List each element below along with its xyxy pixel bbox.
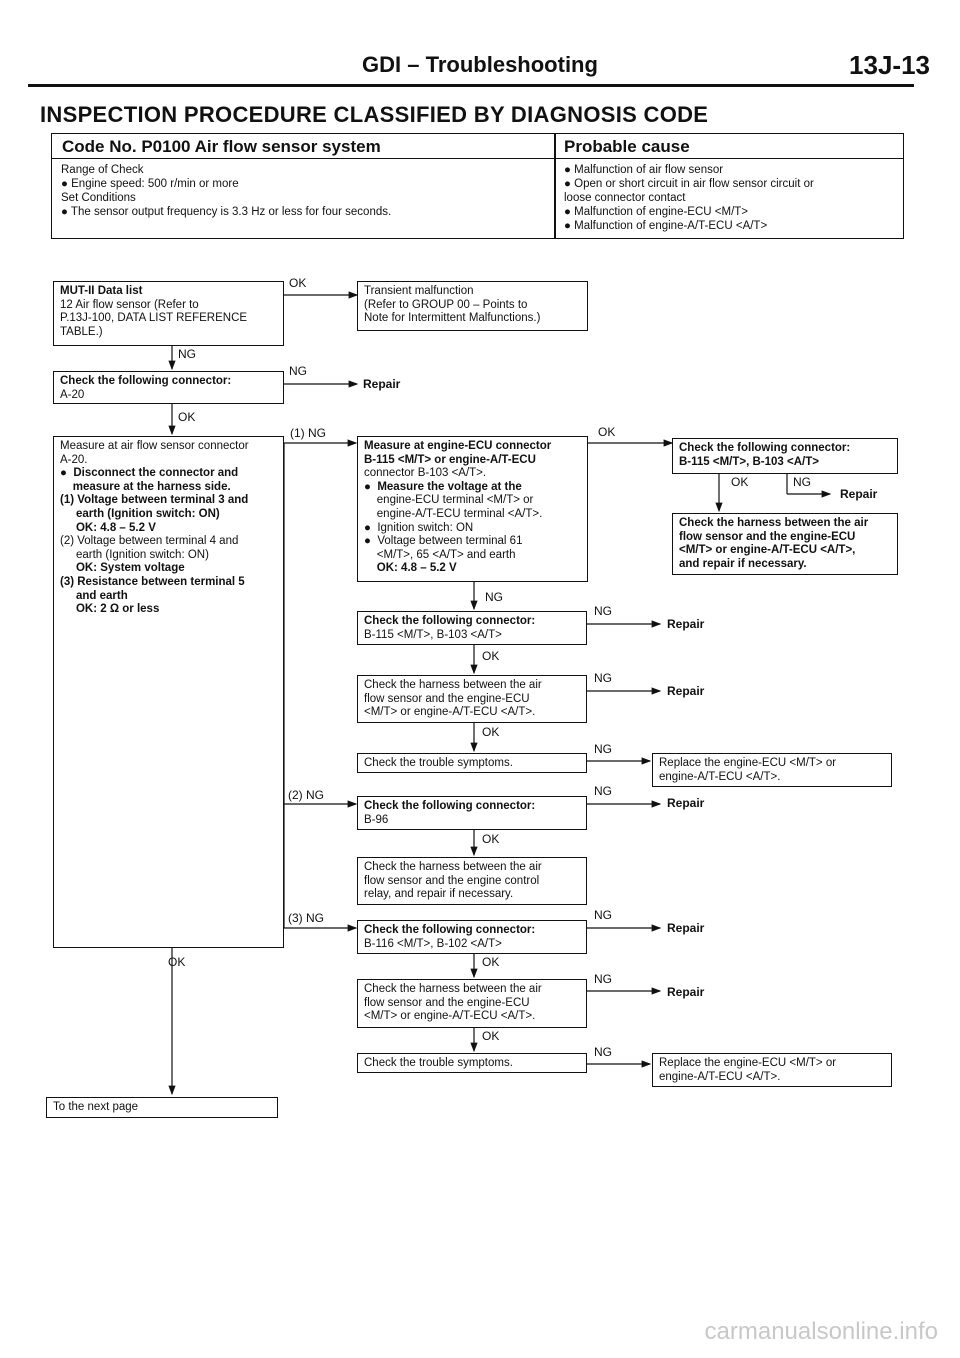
label-ok-b115r: OK: [731, 475, 749, 489]
page-header-title: GDI – Troubleshooting: [362, 52, 598, 77]
probable-cause-header: Probable cause: [554, 134, 903, 159]
replace-ecu-2: Replace the engine-ECU <M/T> or engine-A/T-ECU <A/T>.: [652, 1053, 892, 1087]
code-header: Code No. P0100 Air flow sensor system: [52, 134, 554, 159]
measure-air-flow-sensor-step: Measure at air flow sensor connector A-20. ● Disconnect the connector and measure at the harness side. (1) Voltage between terminal 3 and earth (Ignition switch: ON) OK: 4.8 – 5.2 V (2) Voltage between terminal 4 and earth (Ignition switch: ON) OK: System voltage (3) Resistance between terminal 5 and earth OK: 2 Ω or less: [53, 436, 284, 948]
to-next-page-box: To the next page: [46, 1097, 278, 1118]
label-ok-b96: OK: [482, 832, 500, 846]
label-ng2: (2) NG: [288, 788, 324, 802]
label-ng-b115m: NG: [594, 604, 612, 618]
section-title: INSPECTION PROCEDURE CLASSIFIED BY DIAGNOSIS CODE: [40, 102, 709, 127]
label-ok-a20: OK: [178, 410, 196, 424]
label-ng-harness1: NG: [594, 671, 612, 685]
mut-data-list-step: MUT-II Data list 12 Air flow sensor (Refer to P.13J-100, DATA LIST REFERENCE TABLE.): [53, 281, 284, 346]
range-of-check-text: Range of Check ● Engine speed: 500 r/min or more Set Conditions ● The sensor output frequency is 3.3 Hz or less for four seconds.: [61, 164, 392, 218]
label-ok-harness1: OK: [482, 725, 500, 739]
label-ok-mut: OK: [289, 276, 307, 290]
label-ok-b116: OK: [482, 955, 500, 969]
measure-ecu-connector-step: Measure at engine-ECU connector B-115 <M/T> or engine-A/T-ECU connector B-103 <A/T>. ● Measure the voltage at the engine-ECU terminal <M/T> or engine-A/T-ECU terminal <A/T>. ● Ignition switch: ON ● Voltage between terminal 61 <M/T>, 65 <A/T> and earth OK: 4.8 – 5.2 V: [357, 436, 588, 582]
label-ng-ecu: NG: [485, 590, 503, 604]
check-connector-b116: Check the following connector: B-116 <M/T>, B-102 <A/T>: [357, 920, 587, 954]
transient-malfunction-box: Transient malfunction (Refer to GROUP 00 – Points to Note for Intermittent Malfunctions.): [357, 281, 588, 331]
check-trouble-symptoms-2: Check the trouble symptoms.: [357, 1053, 587, 1073]
check-harness-mid-2: Check the harness between the air flow sensor and the engine-ECU <M/T> or engine-A/T-ECU <A/T>.: [357, 979, 587, 1028]
label-ng-trouble2: NG: [594, 1045, 612, 1059]
check-harness-relay: Check the harness between the air flow sensor and the engine control relay, and repair if necessary.: [357, 857, 587, 905]
check-harness-mid-1: Check the harness between the air flow sensor and the engine-ECU <M/T> or engine-A/T-ECU <A/T>.: [357, 675, 587, 723]
check-connector-a20-step: Check the following connector: A-20: [53, 371, 284, 404]
check-connector-b115-right: Check the following connector: B-115 <M/T>, B-103 <A/T>: [672, 438, 898, 474]
repair-a20: Repair: [363, 377, 401, 391]
label-ng-harness2: NG: [594, 972, 612, 986]
repair-harness-2: Repair: [667, 985, 705, 999]
label-ng-b96: NG: [594, 784, 612, 798]
repair-harness-1: Repair: [667, 684, 705, 698]
watermark: carmanualsonline.info: [704, 1318, 938, 1345]
check-connector-b96: Check the following connector: B-96: [357, 796, 587, 830]
label-ok-ecu: OK: [598, 425, 616, 439]
probable-cause-list: ● Malfunction of air flow sensor ● Open or short circuit in air flow sensor circuit or loose connector contact ● Malfunction of engine-ECU <M/T> ● Malfunction of engine-A/T-ECU <A/T>: [564, 164, 814, 232]
label-ng-trouble1: NG: [594, 742, 612, 756]
label-ng-b115r: NG: [793, 475, 811, 489]
label-ok-harness2: OK: [482, 1029, 500, 1043]
label-ng-mut: NG: [178, 347, 196, 361]
repair-b115-right: Repair: [840, 487, 878, 501]
check-connector-b115-mid: Check the following connector: B-115 <M/T>, B-103 <A/T>: [357, 611, 587, 645]
label-ng1: (1) NG: [290, 426, 326, 440]
page-number: 13J-13: [849, 50, 930, 80]
label-ok-b115m: OK: [482, 649, 500, 663]
repair-b115-mid: Repair: [667, 617, 705, 631]
repair-b116: Repair: [667, 921, 705, 935]
replace-ecu-1: Replace the engine-ECU <M/T> or engine-A/T-ECU <A/T>.: [652, 753, 892, 787]
label-ok-measure: OK: [168, 955, 186, 969]
label-ng3: (3) NG: [288, 911, 324, 925]
label-ng-b116: NG: [594, 908, 612, 922]
repair-b96: Repair: [667, 796, 705, 810]
label-ng-a20: NG: [289, 364, 307, 378]
check-harness-right: Check the harness between the air flow sensor and the engine-ECU <M/T> or engine-A/T-ECU <A/T>, and repair if necessary.: [672, 513, 898, 575]
check-trouble-symptoms-1: Check the trouble symptoms.: [357, 753, 587, 773]
